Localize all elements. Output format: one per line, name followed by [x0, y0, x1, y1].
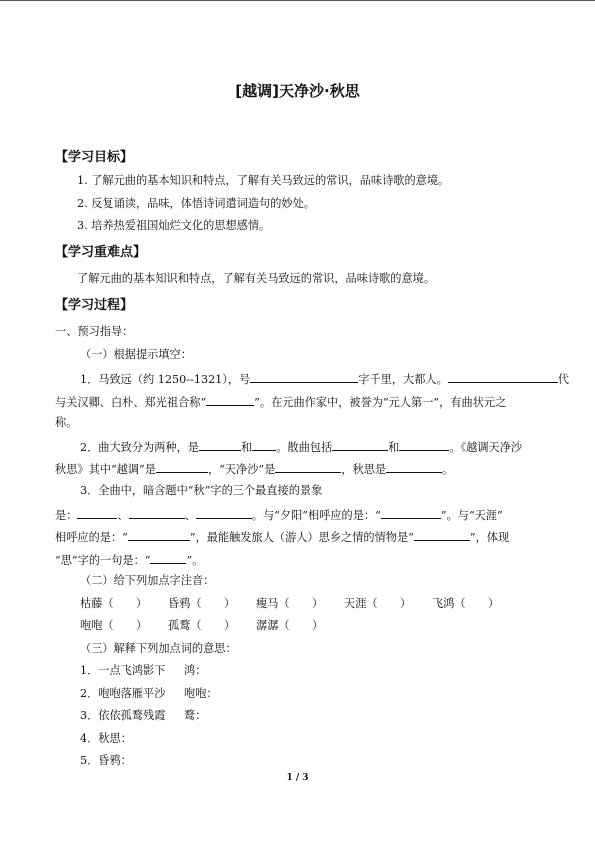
q1-text-c: 代: [557, 373, 569, 386]
q2-text-c: 。散曲包括: [276, 441, 333, 454]
blank[interactable]: [196, 507, 252, 519]
blank[interactable]: [381, 507, 441, 519]
q3-text-line3-a: 相呼应的是：“: [55, 531, 128, 544]
explain-item: [80, 732, 132, 746]
q3-sep: 、: [117, 509, 129, 522]
blank[interactable]: [252, 439, 276, 451]
blank[interactable]: [448, 371, 558, 383]
q2-text-line2-a: 秋思》其中“越调”是: [55, 463, 156, 476]
blank[interactable]: [129, 507, 185, 519]
subsection-pinyin: （二）给下列加点字注音：: [80, 574, 215, 587]
pinyin-item: 潺潺（ ）: [256, 619, 324, 632]
explain-phrase: 3．依依孤鹜残霞: [80, 709, 166, 722]
q3-sep: 、: [184, 509, 196, 522]
explain-phrase: 1．一点飞鸿影下: [80, 664, 166, 677]
goal-item: 2. 反复诵读，品味，体悟诗词遣词造句的妙处。: [77, 197, 315, 210]
blank[interactable]: [386, 461, 442, 473]
explain-phrase: 4．秋思：: [80, 732, 132, 745]
q2-text-d: 和: [388, 441, 400, 454]
q1-text-line2-b: ”。在元曲作家中，被誉为“元人第一”，有曲状元之: [254, 396, 507, 409]
q1-text-a: 1．马致远（约 1250--1321），号: [80, 373, 251, 386]
blank[interactable]: [128, 529, 190, 541]
explain-word: 鹜：: [184, 709, 207, 722]
question-3-line-1: 3．全曲中，暗含题中“秋”字的三个最直接的景象: [80, 484, 323, 497]
q2-text-b: 和: [241, 441, 253, 454]
question-2-line-1: [80, 439, 522, 455]
question-3-line-3: [55, 529, 509, 545]
goal-item: 3. 培养热爱祖国灿烂文化的思想感情。: [77, 219, 271, 232]
q2-text-e: 。《越调天净沙: [449, 441, 523, 454]
q1-text-b: 字千里，大都人。: [358, 373, 448, 386]
explain-item: [80, 687, 218, 701]
page-title: [越调]天净沙·秋思: [235, 82, 360, 100]
blank[interactable]: [399, 439, 449, 451]
keypoints-text: 了解元曲的基本知识和特点，了解有关马致远的常识，品味诗歌的意境。: [77, 272, 436, 285]
blank[interactable]: [206, 394, 254, 406]
pinyin-item: 咆咆（ ）: [80, 619, 148, 632]
q2-text-line2-b: ，“天净沙”是: [207, 463, 276, 476]
blank[interactable]: [77, 507, 117, 519]
part-one-label: 一、预习指导：: [55, 325, 134, 338]
q2-text-line2-d: 。: [442, 463, 454, 476]
question-3-line-2: [55, 507, 503, 523]
subsection-explain: （三）解释下列加点词的意思：: [80, 642, 237, 655]
question-1-line-3: 称。: [55, 416, 78, 429]
pinyin-item: 瘦马（ ）: [256, 597, 324, 610]
explain-item: [80, 709, 206, 723]
question-1-line-2: [55, 394, 506, 410]
pinyin-item: 昏鸦（ ）: [168, 597, 236, 610]
q2-text-line2-c: ，秋思是: [341, 463, 387, 476]
question-3-line-4: [55, 552, 203, 568]
blank[interactable]: [414, 529, 470, 541]
goals-heading: 【学习目标】: [55, 150, 134, 165]
explain-word: 咆咆：: [184, 687, 218, 700]
q3-text-line4-b: ”。: [186, 554, 204, 567]
pinyin-item: 天涯（ ）: [344, 597, 412, 610]
pinyin-item: 枯藤（ ）: [80, 597, 148, 610]
process-heading: 【学习过程】: [55, 298, 134, 313]
blank[interactable]: [250, 371, 358, 383]
explain-phrase: 5．昏鸦：: [80, 754, 132, 767]
q1-text-line2-a: 与关汉卿、白朴、郑光祖合称“: [55, 396, 207, 409]
q2-text-a: 2．曲大致分为两种，是: [80, 441, 199, 454]
q3-text-line4-a: “思”字的一句是：“: [55, 554, 151, 567]
blank[interactable]: [156, 461, 208, 473]
subsection-fill-blanks: （一）根据提示填空：: [80, 348, 192, 361]
pinyin-row-1: [80, 597, 520, 611]
explain-word: 鸿：: [184, 664, 207, 677]
page-number: 1 / 3: [286, 773, 309, 783]
pinyin-item: 飞鸿（ ）: [432, 597, 500, 610]
blank[interactable]: [332, 439, 388, 451]
pinyin-row-2: [80, 619, 344, 633]
q3-text-line3-b: ”，最能触发旅人（游人）思乡之情的情物是“: [189, 531, 414, 544]
q3-text-line2-b: 。与“夕阳”相呼应的是：“: [251, 509, 381, 522]
blank[interactable]: [199, 439, 241, 451]
blank[interactable]: [150, 552, 186, 564]
q3-text-line2-a: 是：: [55, 509, 78, 522]
goal-item: 1. 了解元曲的基本知识和特点，了解有关马致远的常识，品味诗歌的意境。: [77, 174, 450, 187]
q3-text-line2-c: ”。与“天涯”: [440, 509, 503, 522]
page-top-rule: [0, 0, 595, 1]
question-2-line-2: [55, 461, 453, 477]
q3-text-line3-c: ”，体现: [469, 531, 510, 544]
explain-item: [80, 754, 132, 768]
keypoints-heading: 【学习重难点】: [55, 245, 147, 260]
pinyin-item: 孤鹜（ ）: [168, 619, 236, 632]
question-1-line-1: [80, 371, 569, 387]
explain-item: [80, 664, 206, 678]
explain-phrase: 2．咆咆落雁平沙: [80, 687, 166, 700]
blank[interactable]: [275, 461, 341, 473]
